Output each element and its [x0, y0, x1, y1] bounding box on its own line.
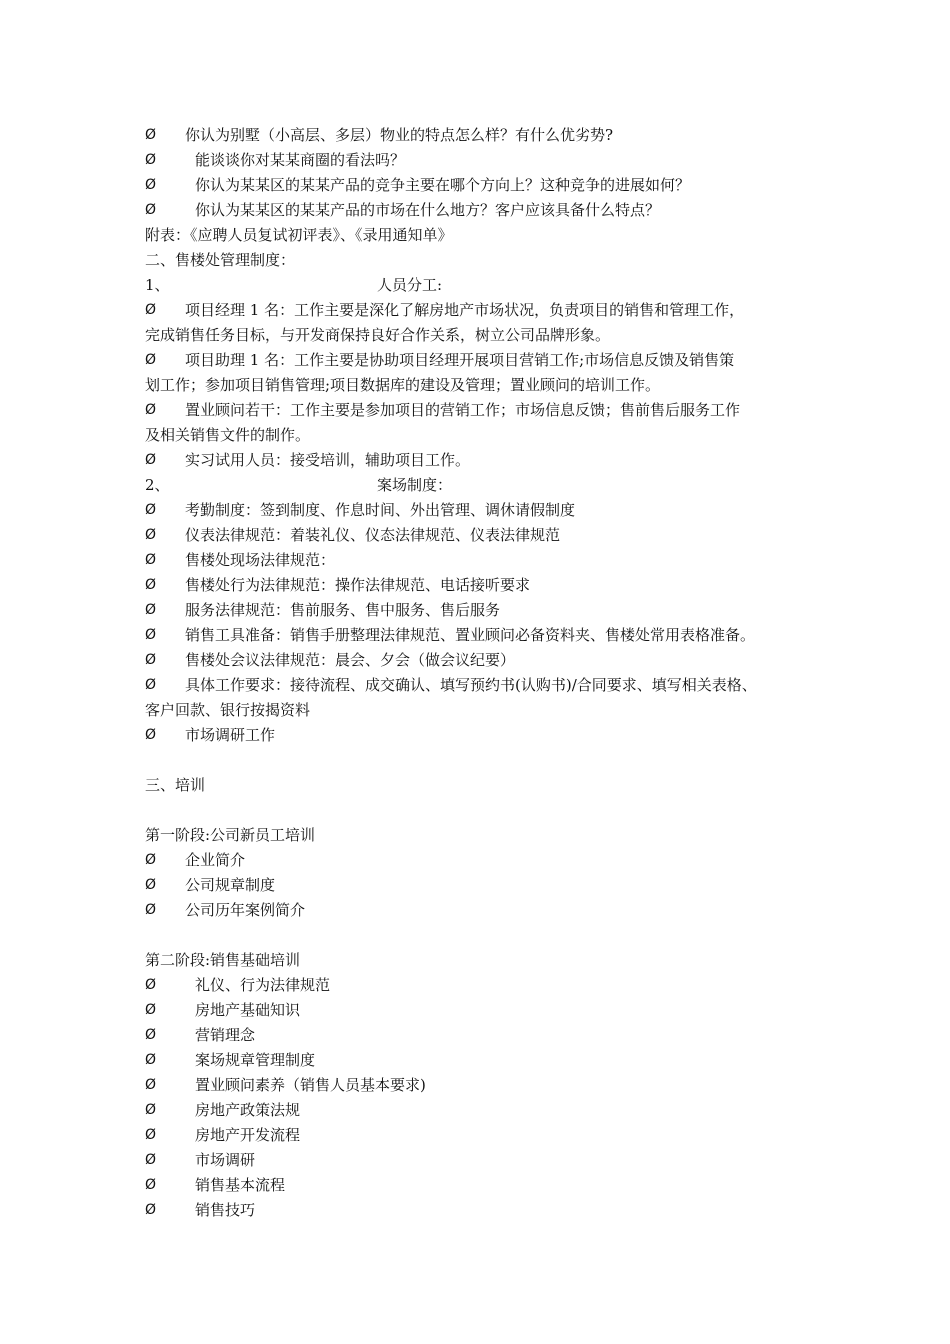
list-item [145, 1023, 825, 1048]
bullet-icon: Ø [145, 177, 157, 193]
bullet-icon: Ø [145, 577, 157, 593]
list-item-text: 项目助理 1 名：工作主要是协助项目经理开展项目营销工作;市场信息反馈及销售策 [185, 351, 735, 369]
bullet-icon: Ø [145, 1152, 157, 1168]
section-heading [145, 248, 825, 273]
bullet-icon: Ø [145, 877, 157, 893]
bullet-icon: Ø [145, 1102, 157, 1118]
list-item-text: 销售基本流程 [195, 1176, 286, 1194]
paragraph [145, 223, 825, 248]
list-item [145, 1073, 825, 1098]
section-heading [145, 773, 825, 798]
list-item-text: 案场规章管理制度 [195, 1051, 316, 1069]
appendix-text: 附表：《应聘人员复试初评表》、《录用通知单》 [145, 226, 453, 244]
bullet-icon: Ø [145, 1027, 157, 1043]
list-item [145, 348, 825, 373]
list-item-text: 市场调研 [195, 1151, 256, 1169]
list-item [145, 548, 825, 573]
list-item-text: 房地产政策法规 [195, 1101, 301, 1119]
list-item-text: 销售工具准备：销售手册整理法律规范、置业顾问必备资料夹、售楼处常用表格准备。 [185, 626, 756, 644]
continuation-text: 及相关销售文件的制作。 [145, 426, 311, 444]
bullet-icon: Ø [145, 152, 157, 168]
list-item-text: 你认为某某区的某某产品的竞争主要在哪个方向上？这种竞争的进展如何？ [195, 176, 691, 194]
bullet-icon: Ø [145, 402, 157, 418]
bullet-icon: Ø [145, 1052, 157, 1068]
paragraph-continuation [145, 423, 825, 448]
list-item [145, 523, 825, 548]
paragraph-continuation [145, 373, 825, 398]
list-item-text: 仪表法律规范：着装礼仪、仪态法律规范、仪表法律规范 [185, 526, 561, 544]
subsection-title: 人员分工: [377, 276, 443, 294]
list-item-text: 考勤制度：签到制度、作息时间、外出管理、调休请假制度 [185, 501, 576, 519]
subsection-heading [145, 473, 825, 498]
bullet-icon: Ø [145, 527, 157, 543]
bullet-icon: Ø [145, 452, 157, 468]
list-item [145, 498, 825, 523]
list-item-text: 置业顾问素养（销售人员基本要求) [195, 1076, 426, 1094]
bullet-icon: Ø [145, 852, 157, 868]
bullet-icon: Ø [145, 1002, 157, 1018]
bullet-icon: Ø [145, 352, 157, 368]
list-item [145, 448, 825, 473]
list-item [145, 1098, 825, 1123]
list-item [145, 148, 825, 173]
list-item [145, 598, 825, 623]
stage-title: 第一阶段:公司新员工培训 [145, 826, 316, 844]
list-item-text: 你认为别墅（小高层、多层）物业的特点怎么样？有什么优劣势? [185, 126, 614, 144]
continuation-text: 客户回款、银行按揭资料 [145, 701, 311, 719]
paragraph-continuation [145, 323, 825, 348]
bullet-icon: Ø [145, 652, 157, 668]
section-title: 二、售楼处管理制度： [145, 251, 296, 269]
list-item-text: 你认为某某区的某某产品的市场在什么地方？客户应该具备什么特点？ [195, 201, 661, 219]
list-item [145, 1148, 825, 1173]
list-item [145, 1048, 825, 1073]
list-item [145, 573, 825, 598]
bullet-icon: Ø [145, 1177, 157, 1193]
bullet-icon: Ø [145, 602, 157, 618]
stage-heading [145, 948, 825, 973]
list-item [145, 998, 825, 1023]
list-item-text: 公司历年案例简介 [185, 901, 306, 919]
list-item-text: 企业简介 [185, 851, 246, 869]
list-item [145, 673, 825, 698]
section-title: 三、培训 [145, 776, 206, 794]
list-item-text: 服务法律规范：售前服务、售中服务、售后服务 [185, 601, 501, 619]
list-item-text: 房地产基础知识 [195, 1001, 301, 1019]
list-item [145, 848, 825, 873]
bullet-icon: Ø [145, 302, 157, 318]
list-item [145, 398, 825, 423]
list-item-text: 项目经理 1 名：工作主要是深化了解房地产市场状况，负责项目的销售和管理工作， [185, 301, 745, 319]
list-item [145, 298, 825, 323]
list-item [145, 123, 825, 148]
list-item [145, 973, 825, 998]
bullet-icon: Ø [145, 1077, 157, 1093]
stage-heading [145, 823, 825, 848]
bullet-icon: Ø [145, 1127, 157, 1143]
list-item-text: 售楼处行为法律规范：操作法律规范、电话接听要求 [185, 576, 531, 594]
subsection-number: 1、 [145, 276, 170, 294]
list-item [145, 723, 825, 748]
bullet-icon: Ø [145, 627, 157, 643]
bullet-icon: Ø [145, 977, 157, 993]
continuation-text: 划工作；参加项目销售管理;项目数据库的建设及管理；置业顾问的培训工作。 [145, 376, 661, 394]
list-item [145, 623, 825, 648]
subsection-number: 2、 [145, 476, 170, 494]
list-item [145, 648, 825, 673]
bullet-icon: Ø [145, 202, 157, 218]
bullet-icon: Ø [145, 502, 157, 518]
stage-title: 第二阶段:销售基础培训 [145, 951, 301, 969]
list-item-text: 营销理念 [195, 1026, 256, 1044]
list-item [145, 898, 825, 923]
list-item-text: 市场调研工作 [185, 726, 276, 744]
list-item [145, 1173, 825, 1198]
list-item [145, 1123, 825, 1148]
subsection-title: 案场制度： [377, 476, 453, 494]
list-item [145, 198, 825, 223]
list-item-text: 能谈谈你对某某商圈的看法吗？ [195, 151, 406, 169]
bullet-icon: Ø [145, 552, 157, 568]
list-item-text: 销售技巧 [195, 1201, 256, 1219]
list-item-text: 置业顾问若干：工作主要是参加项目的营销工作；市场信息反馈；售前售后服务工作 [185, 401, 741, 419]
bullet-icon: Ø [145, 677, 157, 693]
list-item-text: 实习试用人员：接受培训，辅助项目工作。 [185, 451, 471, 469]
list-item [145, 873, 825, 898]
list-item-text: 售楼处会议法律规范：晨会、夕会（做会议纪要） [185, 651, 516, 669]
list-item-text: 房地产开发流程 [195, 1126, 301, 1144]
bullet-icon: Ø [145, 1202, 157, 1218]
list-item-text: 具体工作要求：接待流程、成交确认、填写预约书(认购书)/合同要求、填写相关表格、 [185, 676, 757, 694]
list-item-text: 售楼处现场法律规范： [185, 551, 336, 569]
bullet-icon: Ø [145, 727, 157, 743]
list-item-text: 礼仪、行为法律规范 [195, 976, 331, 994]
paragraph-continuation [145, 698, 825, 723]
bullet-icon: Ø [145, 902, 157, 918]
list-item [145, 1198, 825, 1223]
list-item [145, 173, 825, 198]
continuation-text: 完成销售任务目标，与开发商保持良好合作关系，树立公司品牌形象。 [145, 326, 611, 344]
subsection-heading [145, 273, 825, 298]
list-item-text: 公司规章制度 [185, 876, 276, 894]
bullet-icon: Ø [145, 127, 157, 143]
